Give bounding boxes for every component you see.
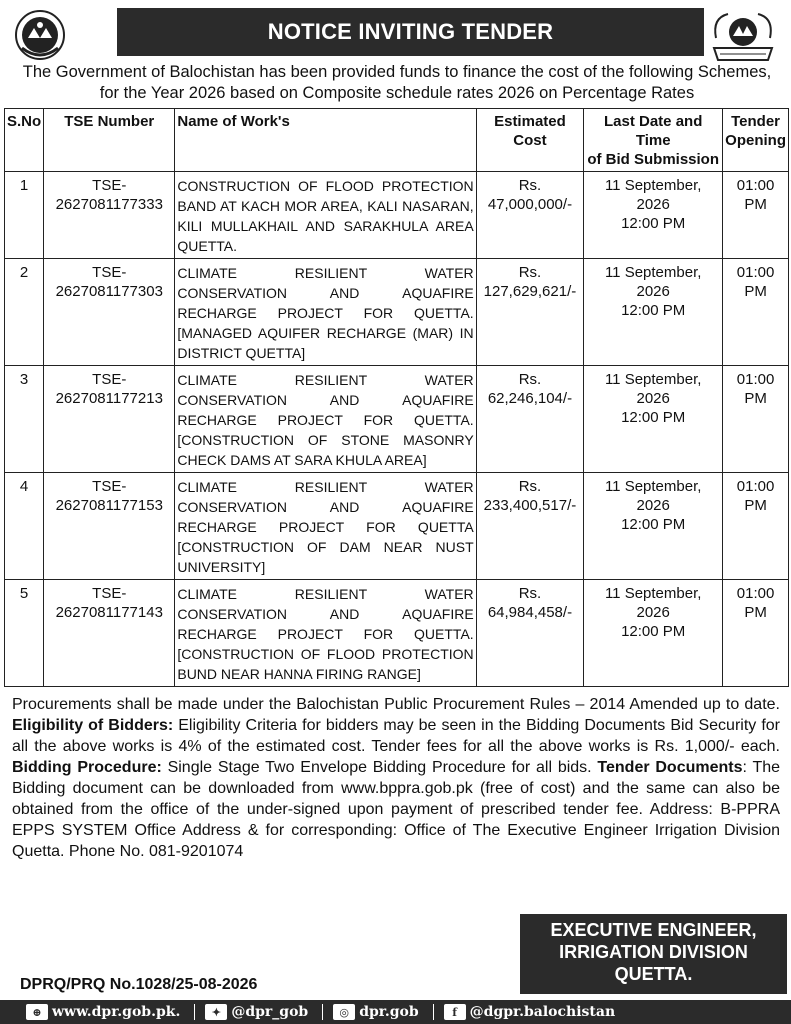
row-estimated-cost: Rs. 47,000,000/- (476, 172, 584, 259)
header-estimated-cost: Estimated Cost (476, 109, 584, 172)
row-last-date: 11 September, 2026 12:00 PM (584, 259, 723, 366)
row-tender-opening: 01:00 PM (723, 172, 789, 259)
table-row (5, 473, 789, 580)
row-name-of-work: CLIMATE RESILIENT WATER CONSERVATION AND AQUAFIRE RECHARGE PROJECT FOR QUETTA. [CONSTRUCTION OF STONE MASONRY CHECK DAMS AT SARA KHULA AREA] (175, 366, 476, 473)
facebook-handle[interactable]: @dgpr.balochistan (469, 1004, 616, 1020)
row-sno: 4 (5, 473, 44, 580)
facebook-icon: f (444, 1004, 466, 1020)
row-tse-number: TSE- 2627081177303 (44, 259, 175, 366)
row-estimated-cost: Rs. 233,400,517/- (476, 473, 584, 580)
row-last-date: 11 September, 2026 12:00 PM (584, 366, 723, 473)
row-tse-number: TSE- 2627081177213 (44, 366, 175, 473)
row-estimated-cost: Rs. 62,246,104/- (476, 366, 584, 473)
procurement-terms: Procurements shall be made under the Balochistan Public Procurement Rules – 2014 Amended up to date. Eligibility of Bidders: Eligibility Criteria for bidders may be seen in the Bidding Documents Bid Security for all the above works is 4% of the estimated cost. Tender fees for all the above works is Rs. 1,000/- each. Bidding Procedure: Single Stage Two Envelope Bidding Procedure for all bids. Tender Documents: The Bidding document can be downloaded from www.bppra.gob.pk (free of cost) and the same can also be obtained from the office of the under-signed upon payment of prescribed tender fee. Address: B-PPRA EPPS SYSTEM Office Address & for corresponding: Office of The Executive Engineer Irrigation Division Quetta. Phone No. 081-9201074 (12, 696, 781, 860)
row-estimated-cost: Rs. 64,984,458/- (476, 580, 584, 687)
header-last-date: Last Date and Time of Bid Submission (584, 109, 723, 172)
notice-title: NOTICE INVITING TENDER (117, 8, 704, 56)
instagram-icon: ◎ (333, 1004, 355, 1020)
globe-icon: ⊕ (26, 1004, 48, 1020)
twitter-icon: ✦ (205, 1004, 227, 1020)
instagram-handle[interactable]: dpr.gob (359, 1004, 419, 1020)
row-tse-number: TSE- 2627081177143 (44, 580, 175, 687)
header-sno: S.No (5, 109, 44, 172)
row-tender-opening: 01:00 PM (723, 580, 789, 687)
table-header-row (5, 109, 789, 172)
eligibility-label: Eligibility of Bidders: (12, 717, 174, 734)
row-tse-number: TSE- 2627081177153 (44, 473, 175, 580)
reference-number: DPRQ/PRQ No.1028/25-08-2026 (20, 976, 258, 993)
table-row (5, 580, 789, 687)
balochistan-emblem-right-icon (708, 8, 778, 66)
row-sno: 2 (5, 259, 44, 366)
row-sno: 5 (5, 580, 44, 687)
row-tender-opening: 01:00 PM (723, 259, 789, 366)
signatory-block: EXECUTIVE ENGINEER, IRRIGATION DIVISION QUETTA. (520, 914, 787, 994)
table-row (5, 259, 789, 366)
row-sno: 1 (5, 172, 44, 259)
row-last-date: 11 September, 2026 12:00 PM (584, 580, 723, 687)
intro-paragraph: The Government of Balochistan has been provided funds to finance the cost of the following Schemes, for the Year 2026 based on Composite schedule rates 2026 on Percentage Rates (22, 63, 772, 102)
tender-table (4, 108, 789, 687)
row-tse-number: TSE- 2627081177333 (44, 172, 175, 259)
row-last-date: 11 September, 2026 12:00 PM (584, 172, 723, 259)
row-last-date: 11 September, 2026 12:00 PM (584, 473, 723, 580)
row-name-of-work: CLIMATE RESILIENT WATER CONSERVATION AND AQUAFIRE RECHARGE PROJECT FOR QUETTA. [MANAGED AQUIFER RECHARGE (MAR) IN DISTRICT QUETTA] (175, 259, 476, 366)
table-row (5, 172, 789, 259)
row-name-of-work: CLIMATE RESILIENT WATER CONSERVATION AND AQUAFIRE RECHARGE PROJECT FOR QUETTA. [CONSTRUCTION OF FLOOD PROTECTION BUND NEAR HANNA FIRING RANGE] (175, 580, 476, 687)
table-row (5, 366, 789, 473)
tender-documents-label: Tender Documents (597, 759, 743, 776)
contact-bar (0, 1000, 791, 1024)
row-estimated-cost: Rs. 127,629,621/- (476, 259, 584, 366)
balochistan-emblem-left-icon (14, 8, 66, 62)
row-tender-opening: 01:00 PM (723, 473, 789, 580)
row-tender-opening: 01:00 PM (723, 366, 789, 473)
website-link[interactable]: www.dpr.gob.pk. (52, 1004, 181, 1020)
row-name-of-work: CONSTRUCTION OF FLOOD PROTECTION BAND AT KACH MOR AREA, KALI NASARAN, KILI MULLAKHAIL AND SARAKHULA AREA QUETTA. (175, 172, 476, 259)
row-sno: 3 (5, 366, 44, 473)
header-tender-opening: Tender Opening (723, 109, 789, 172)
header-tse-number: TSE Number (44, 109, 175, 172)
bidding-procedure-label: Bidding Procedure: (12, 759, 162, 776)
twitter-handle[interactable]: @dpr_gob (231, 1004, 309, 1020)
row-name-of-work: CLIMATE RESILIENT WATER CONSERVATION AND AQUAFIRE RECHARGE PROJECT FOR QUETTA [CONSTRUCTION OF DAM NEAR NUST UNIVERSITY] (175, 473, 476, 580)
header-name-of-work: Name of Work's (175, 109, 476, 172)
